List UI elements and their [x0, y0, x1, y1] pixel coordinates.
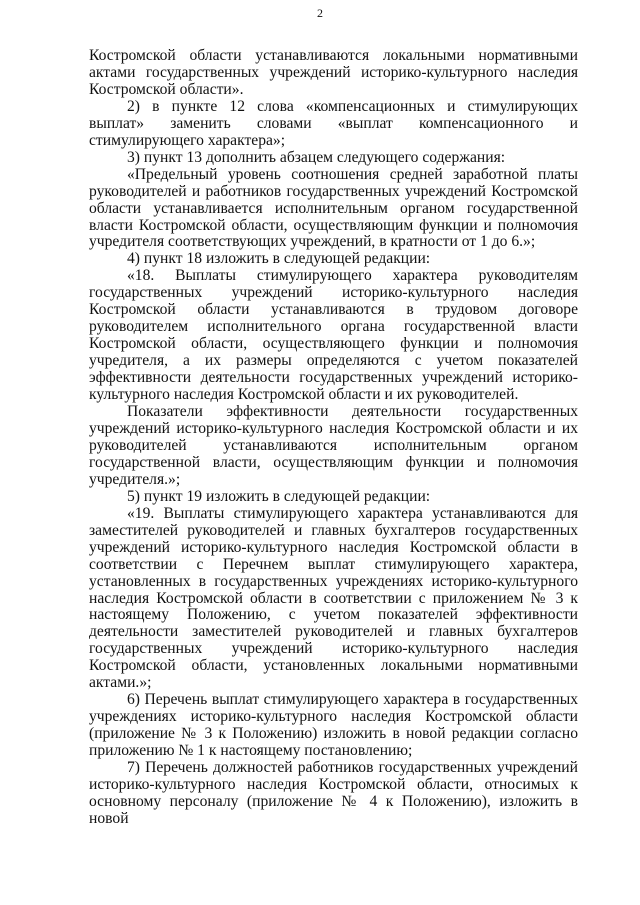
paragraph-item-7: 7) Перечень должностей работников государственных учреждений историко-культурного наследия Костромской области, относимых к основному персоналу (приложение № 4 к Положению), изложить в новой	[89, 759, 578, 827]
paragraph-item-3: 3) пункт 13 дополнить абзацем следующего содержания:	[127, 148, 506, 166]
paragraph-item-6: 6) Перечень выплат стимулирующего характера в государственных учреждениях историко-культурного наследия Костромской области (приложение № 3 к Положению) изложить в новой редакции согласно приложению № 1 к настоящему постановлению;	[89, 691, 578, 760]
paragraph-quote-18: «18. Выплаты стимулирующего характера руководителям государственных учреждений историко-культурного наследия Костромской области устанавливаются в трудовом договоре руководителем исполнительного органа государственной власти Костромской области, осуществляющего функции и полномочия учредителя, а их размеры определяются с учетом показателей эффективности деятельности государственных учреждений историко-культурного наследия Костромской области и их руководителей.	[89, 267, 578, 404]
paragraph-quote-19: «19. Выплаты стимулирующего характера устанавливаются для заместителей руководителей и главных бухгалтеров государственных учреждений историко-культурного наследия Костромской области в соответствии с Перечнем выплат стимулирующего характера, установленных в государственных учреждениях историко-культурного наследия Костромской области в соответствии с приложением № 3 к настоящему Положению, с учетом показателей эффективности деятельности заместителей руководителей и главных бухгалтеров государственных учреждений историко-культурного наследия Костромской области, установленных локальными нормативными актами.»;	[89, 504, 578, 692]
paragraph-item-4: 4) пункт 18 изложить в следующей редакции:	[127, 250, 431, 268]
paragraph-continuation: Костромской области устанавливаются локальными нормативными актами государственных учреждений историко-культурного наследия Костромской области».	[89, 47, 578, 98]
paragraph-item-5: 5) пункт 19 изложить в следующей редакции:	[127, 487, 431, 505]
document-body	[89, 48, 578, 828]
paragraph-item-2: 2) в пункте 12 слова «компенсационных и стимулирующих выплат» заменить словами «выплат компенсационного и стимулирующего характера»;	[89, 97, 578, 149]
paragraph-indicators: Показатели эффективности деятельности государственных учреждений историко-культурного наследия Костромской области и их руководителей устанавливаются исполнительным органом государственной власти, осуществляющим функции и полномочия учредителя.»;	[89, 403, 578, 488]
page-number: 2	[317, 6, 323, 20]
paragraph-quote-13: «Предельный уровень соотношения средней заработной платы руководителей и работников государственных учреждений Костромской области устанавливается исполнительным органом государственной власти Костромской области, осуществляющим функции и полномочия учредителя соответствующих учреждений, в кратности от 1 до 6.»;	[89, 165, 578, 251]
